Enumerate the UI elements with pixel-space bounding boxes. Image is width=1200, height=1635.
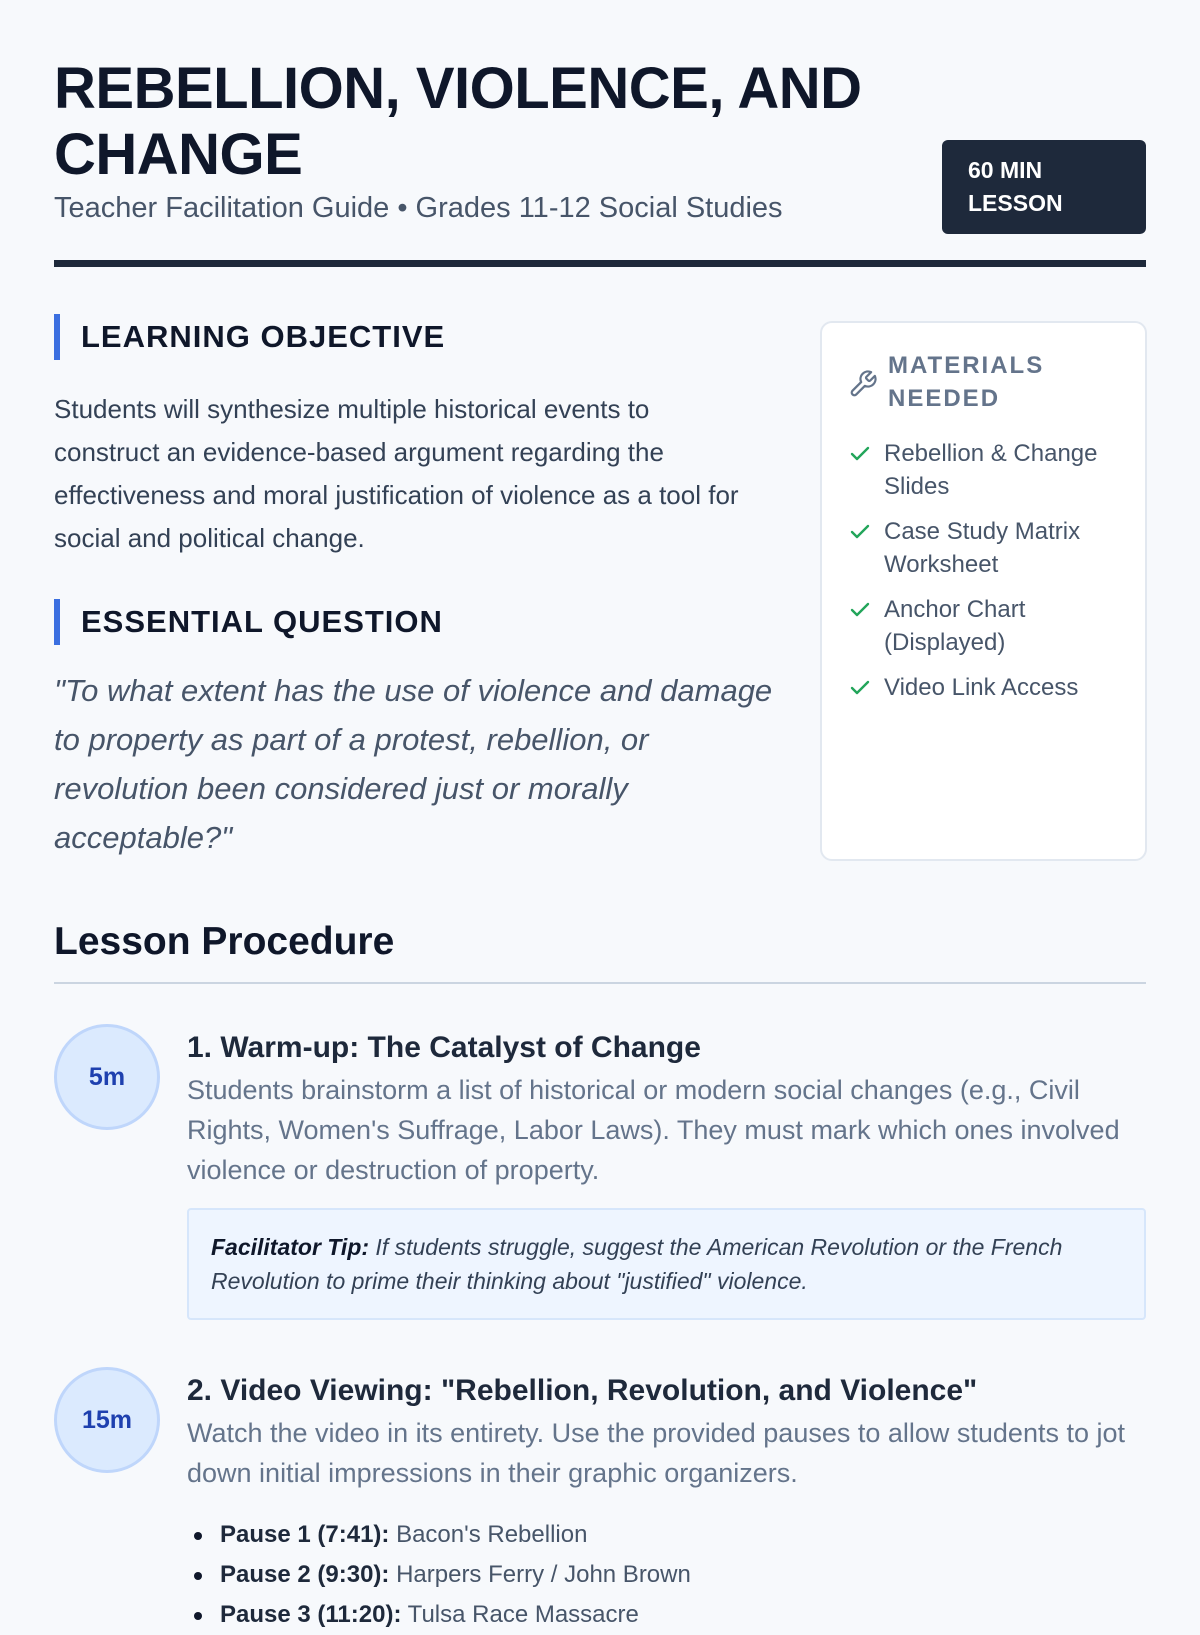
procedure-title: Lesson Procedure bbox=[54, 920, 395, 963]
header bbox=[54, 56, 1146, 268]
step-title: 1. Warm-up: The Catalyst of Change bbox=[187, 1031, 701, 1064]
step-description: Students brainstorm a list of historical or modern social changes (e.g., Civil Rights, Women's Suffrage, Labor Laws). They must mark which ones involved violence or destruction of property. bbox=[187, 1075, 1120, 1185]
pause-list bbox=[187, 1515, 1146, 1635]
pause-item bbox=[187, 1595, 1146, 1635]
objective-text: Students will synthesize multiple historical events to construct an evidence-based argument regarding the effectiveness and moral justification of violence as a tool for social and political change. bbox=[54, 394, 739, 553]
objective-heading: LEARNING OBJECTIVE bbox=[54, 314, 445, 360]
procedure-divider bbox=[54, 982, 1146, 984]
checkmark-icon bbox=[848, 676, 872, 700]
pause-item bbox=[187, 1515, 1146, 1555]
materials-title: MATERIALS NEEDED bbox=[888, 352, 1045, 412]
materials-item-label: Anchor Chart (Displayed) bbox=[884, 596, 1026, 656]
pause-text: Tulsa Race Massacre bbox=[401, 1601, 639, 1628]
checkmark-icon bbox=[848, 520, 872, 544]
pause-label: Pause 2 (9:30): bbox=[220, 1561, 390, 1588]
page-subtitle: Teacher Facilitation Guide • Grades 11-12 Social Studies bbox=[54, 192, 783, 224]
materials-item bbox=[848, 515, 1119, 581]
header-divider bbox=[54, 260, 1146, 267]
materials-item bbox=[848, 671, 1119, 704]
essential-question-text: "To what extent has the use of violence and damage to property as part of a protest, rebellion, or revolution been considered just or morally acceptable?" bbox=[54, 673, 773, 855]
tip-text: If students struggle, suggest the American Revolution or the French Revolution to prime their thinking about "justified" violence. bbox=[211, 1234, 1063, 1294]
materials-item-label: Video Link Access bbox=[884, 674, 1079, 701]
pause-label: Pause 1 (7:41): bbox=[220, 1521, 390, 1548]
pause-text: Bacon's Rebellion bbox=[389, 1521, 588, 1548]
tip-label: Facilitator Tip: bbox=[211, 1234, 370, 1260]
wrench-icon bbox=[848, 369, 878, 399]
materials-item bbox=[848, 437, 1119, 503]
step-body bbox=[187, 1367, 1146, 1635]
checkmark-icon bbox=[848, 442, 872, 466]
essential-question-heading: ESSENTIAL QUESTION bbox=[54, 599, 443, 645]
checkmark-icon bbox=[848, 598, 872, 622]
pause-item bbox=[187, 1555, 1146, 1595]
materials-card bbox=[820, 321, 1147, 861]
pause-label: Pause 3 (11:20): bbox=[220, 1601, 402, 1628]
duration-circle: 15m bbox=[54, 1367, 160, 1473]
pause-text: Harpers Ferry / John Brown bbox=[389, 1561, 691, 1588]
materials-header bbox=[848, 349, 1119, 415]
materials-item-label: Case Study Matrix Worksheet bbox=[884, 518, 1081, 578]
duration-badge: 60 MIN LESSON bbox=[942, 140, 1146, 234]
duration-circle: 5m bbox=[54, 1024, 160, 1130]
step-title: 2. Video Viewing: "Rebellion, Revolution, and Violence" bbox=[187, 1374, 978, 1407]
facilitator-tip bbox=[187, 1208, 1146, 1320]
page-title: REBELLION, VIOLENCE, AND CHANGE bbox=[54, 56, 862, 187]
materials-item bbox=[848, 593, 1119, 659]
step-body bbox=[187, 1024, 1146, 1320]
materials-item-label: Rebellion & Change Slides bbox=[884, 440, 1098, 500]
step-description: Watch the video in its entirety. Use the provided pauses to allow students to jot down initial impressions in their graphic organizers. bbox=[187, 1418, 1125, 1488]
